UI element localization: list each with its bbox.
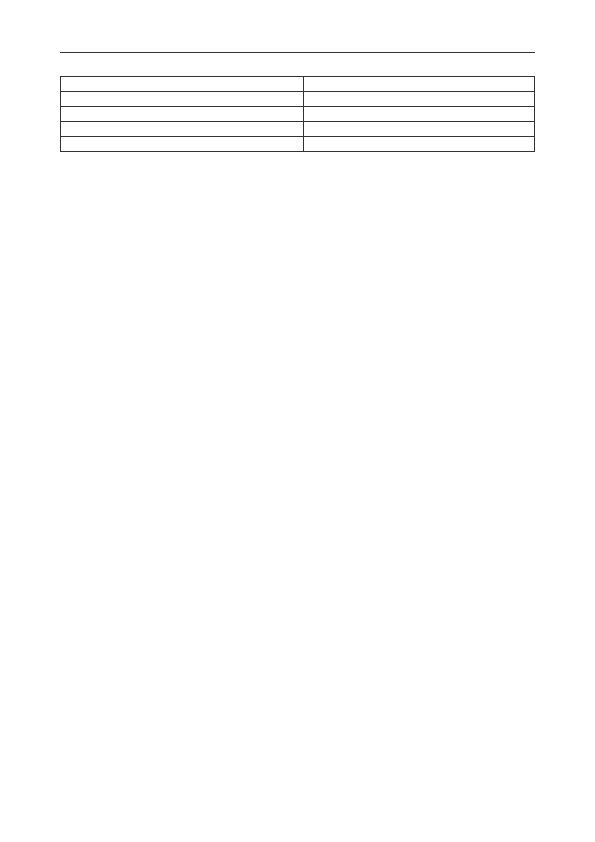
table-header-row bbox=[61, 77, 535, 92]
table-row bbox=[61, 122, 535, 137]
table-cell bbox=[61, 137, 304, 152]
table-row bbox=[61, 107, 535, 122]
table-cell bbox=[304, 137, 535, 152]
table-cell bbox=[61, 122, 304, 137]
table-cell bbox=[61, 92, 304, 107]
document-body bbox=[60, 58, 535, 152]
header-rule bbox=[60, 52, 535, 53]
table-header-cell bbox=[61, 77, 304, 92]
table-cell bbox=[304, 122, 535, 137]
results-table bbox=[60, 76, 535, 152]
table-cell bbox=[304, 107, 535, 122]
table-cell bbox=[304, 92, 535, 107]
table-row bbox=[61, 92, 535, 107]
table-cell bbox=[61, 107, 304, 122]
table-header-cell bbox=[304, 77, 535, 92]
table-row bbox=[61, 137, 535, 152]
page-header bbox=[60, 32, 535, 48]
